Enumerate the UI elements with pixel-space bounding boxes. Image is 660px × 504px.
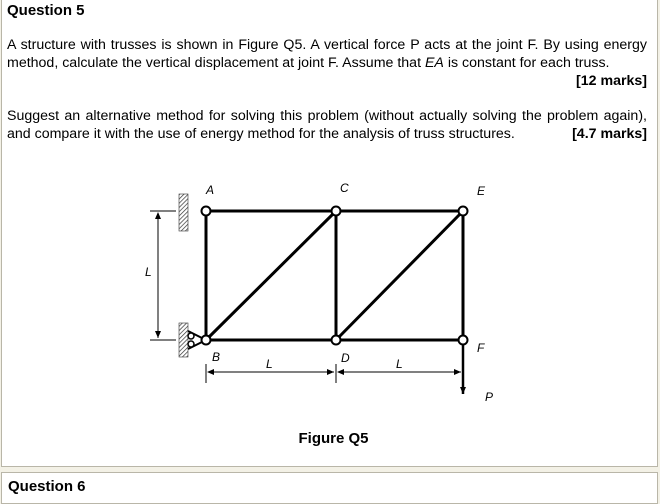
joint-b	[202, 336, 211, 345]
marks-1: [12 marks]	[576, 73, 647, 89]
dimension-label-bd: L	[266, 357, 273, 371]
paragraph-1-end: is constant for each truss.	[443, 55, 610, 71]
joint-a	[202, 207, 211, 216]
joint-f	[459, 336, 468, 345]
marks-2: [4.7 marks]	[572, 126, 647, 142]
ea-term: EA	[424, 55, 444, 71]
dimension-label-vertical: L	[145, 265, 152, 279]
figure-caption: Figure Q5	[298, 430, 369, 447]
dimension-label-df: L	[396, 357, 403, 371]
joint-label-e: E	[477, 184, 486, 198]
paragraph-1-text: A structure with trusses is shown in Figure Q5. A vertical force P acts at the joint F. By using energy method, calculate the vertical displacement at joint F. Assume that	[7, 37, 647, 71]
member-de	[336, 211, 463, 340]
question-title: Question 5	[7, 2, 85, 19]
load-label-p: P	[485, 390, 494, 404]
joint-label-a: A	[206, 183, 215, 197]
joint-label-f: F	[477, 341, 485, 355]
paragraph-2-text: Suggest an alternative method for solving this problem (without actually solving the problem again), and compare it with the use of energy method for the analysis of truss structures.	[7, 108, 647, 142]
truss-members	[206, 211, 463, 340]
joint-e	[459, 207, 468, 216]
member-bc	[206, 211, 336, 340]
joint-label-b: B	[212, 350, 221, 364]
next-question-card	[1, 472, 658, 504]
support-wall-a	[179, 194, 188, 231]
joint-c	[332, 207, 341, 216]
joint-label-c: C	[340, 181, 349, 195]
support-wall-b	[179, 323, 188, 357]
joint-d	[332, 336, 341, 345]
joint-label-d: D	[341, 351, 350, 365]
next-question-title: Question 6	[8, 478, 86, 495]
